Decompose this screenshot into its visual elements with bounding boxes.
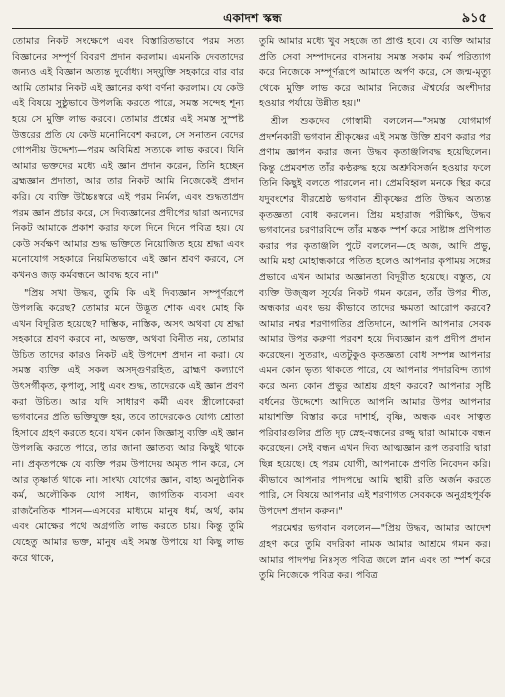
right-column (259, 34, 491, 687)
paragraph: "প্রিয় সখা উদ্ধব, তুমি কি এই দিব্যজ্ঞান সম্পূর্ণরূপে উপলব্ধি করেছ? তোমার মনে উদ্ভূত শোক এবং মোহ কি এখন বিদূরিত হয়েছে? দাম্ভিক, নাস্তিক, অসৎ অথবা যে শ্রদ্ধা সহকারে শ্রবণ করবে না, অভক্ত, অথবা বিনীত নয়, তোমার উচিত তাদের কারও নিকট এই উপদেশ প্রদান না করা। যে সমস্ত ব্যক্তি এই সকল অসদ্‌গুণরহিত, ব্রাহ্মণ কল্যাণে উৎসর্গীকৃত, কৃপালু, সাধু এবং শুদ্ধ, তাদেরকে এই জ্ঞান প্রবণ করা উচিত। আর যদি সাধারণ কর্মী এবং স্ত্রীলোকেরা ভগবানের প্রতি ভক্তিযুক্ত হয়, তবে তাদেরকেও যোগ্য শ্রোতা হিসাবে গ্রহণ করতে হবে। যখন কোন জিজ্ঞাসু ব্যক্তি এই জ্ঞান উপলব্ধি করতে পারে, তার জানা জ্ঞাতব্য আর কিছুই থাকে না। প্রকৃতপক্ষে যে ব্যক্তি পরম উপাদেয় অমৃত পান করে, সে আর তৃষ্ণার্ত থাকে না। সাংখ্য যোগের জ্ঞান, বাহ্য অনুষ্ঠানিক কর্ম, অলৌকিক যোগ সাধন, জাগতিক ব্যবসা এবং রাজনৈতিক শাসন—এসবের মাধ্যমে মানুষ ধর্ম, অর্থ, কাম এবং মোক্ষের পথে অগ্রগতি লাভ করতে চায়। কিন্তু তুমি যেহেতু আমার ভক্ত, মানুষ এই সমস্ত উপায়ে যা কিছু লাভ করে থাকে, (12, 287, 244, 564)
paragraph: শ্রীল শুকদেব গোস্বামী বললেন—"সমস্ত যোগমার্গ প্রদর্শনকারী ভগবান শ্রীকৃষ্ণের এই সমস্ত উক্তি শ্রবণ করার পর প্রণাম জ্ঞাপন করার জন্য উদ্ধব কৃতাঞ্জলিবদ্ধ হয়েছিলেন। কিন্তু প্রেমবশত তাঁর কণ্ঠরুদ্ধ হয়ে অশ্রুবিসর্জন হওয়ার ফলে তিনি কিছুই বলতে পারলেন না। প্রেমবিহ্বল মনকে স্থির করে যদুবংশের বীরশ্রেষ্ঠ ভগবান শ্রীকৃষ্ণের প্রতি উদ্ধব অত্যন্ত কৃতজ্ঞতা বোধ করলেন। প্রিয় মহারাজ পরীক্ষিৎ, উদ্ধব ভগবানের চরণারবিন্দে তাঁর মস্তক স্পর্শ করে সাষ্টাঙ্গ প্রণিপাত করার পর কৃতাঞ্জলি পুটে বললেন—হে অজ, আদি প্রভু, আমি মহা মোহান্ধকারে পতিত হলেও আপনার কৃপাময় সঙ্গের প্রভাবে এখন আমার অজ্ঞানতা বিদূরীত হয়েছে। বস্তুত, যে ব্যক্তি উজ্জ্বল সূর্যের নিকট গমন করেন, তাঁর উপর শীত, অন্ধকার এবং ভয় কীভাবে তাদের ক্ষমতা আরোপ করবে? আমার নশ্বর শরণাগতির প্রতিদানে, আপনি আপনার সেবক আমার উপর করুণা পরবশ হয়ে দিব্যজ্ঞান রূপ প্রদীপ প্রদান করেছেন। সুতরাং, এতটুকুও কৃতজ্ঞতা বোধ সম্পন্ন আপনার এমন কোন ভৃত্য থাকতে পারে, যে আপনার পদারবিন্দ ত্যাগ করে অন্য কোন প্রভুর আশ্রয় গ্রহণ করবে? আপনার সৃষ্টি বর্ধনের উদ্দেশ্যে আদিতে আপনি আমার উপর আপনার মায়াশক্তি বিস্তার করে দাশার্হ, বৃষ্ণি, অন্ধক এবং সাত্বত পরিবারগুলির প্রতি দৃঢ় স্নেহ-বন্ধনের রজ্জু দ্বারা আমাকে বন্ধন করেছেন। সেই বন্ধন এখন দিব্য আত্মজ্ঞান রূপ তরবারি দ্বারা ছিন্ন হয়েছে। হে পরম যোগী, আপনাকে প্রণতি নিবেদন করি। কীভাবে আপনার পাদপদ্মে আমি স্থায়ী রতি অর্জন করতে পারি, সে বিষয়ে আপনার এই শরণাগত সেবককে অনুগ্রহপূর্বক উপদেশ প্রদান করুন।" (259, 115, 491, 517)
header-rule (12, 28, 493, 29)
running-title: একাদশ স্কন্ধ (223, 11, 282, 25)
paragraph: তুমি আমার মধ্যে খুব সহজে তা প্রাপ্ত হবে। যে ব্যক্তি আমার প্রতি সেবা সম্পাদনের বাসনায় সমস্ত সকাম কর্ম পরিত্যাগ করে নিজেকে সম্পূর্ণরূপে আমাতে অর্পণ করে, সে জন্ম-মৃত্যু থেকে মুক্তি লাভ করে আমার নিজের ঐশ্বর্যের অংশীদার হওয়ার পর্যায়ে উন্নীত হয়।" (259, 36, 491, 110)
left-column (12, 34, 244, 687)
paragraph: তোমার নিকট সংক্ষেপে এবং বিস্তারিতভাবে পরম সত্য বিজ্ঞানের সম্পূর্ণ বিবরণ প্রদান করলাম। এমনকি দেবতাদের জন্যও এই বিজ্ঞান অত্যন্ত দুর্বোধ্য। সদ্‌যুক্তি সহকারে বার বার আমি তোমার নিকট এই জ্ঞানের কথা বর্ণনা করলাম। যে কেউ এই বিষয়ে সুষ্ঠুভাবে উপলব্ধি করতে পারে, সমস্ত সন্দেহ শূন্য হয়ে সে মুক্তি লাভ করবে। তোমার প্রশ্নের এই সমস্ত সুস্পষ্ট উত্তরের প্রতি যে কেউ মনোনিবেশ করলে, সে সনাতন বেদের গোপনীয় উদ্দেশ্য—পরম অবিমিশ্র সত্যকে লাভ করবে। যিনি আমার ভক্তদের মধ্যে এই জ্ঞান প্রদান করেন, তিনি হচ্ছেন ব্রহ্মজ্ঞান প্রদাতা, আর তার নিকট আমি নিজেকেই প্রদান করি। যে ব্যক্তি উচ্চৈঃস্বরে এই পরম নির্মল, এবং শুদ্ধতাপ্রদ পরম জ্ঞান প্রচার করে, সে দিব্যজ্ঞানের প্রদীপের দ্বারা অন্যদের নিকট আমাকে প্রকাশ করার ফলে দিনে দিনে পবিত্র হয়। যে কেউ সর্বক্ষণ আমার শুদ্ধ ভক্তিতে নিয়োজিত হয়ে শ্রদ্ধা এবং মনোযোগ সহকারে নিয়মিতভাবে এই জ্ঞান শ্রবণ করবে, সে কখনও জড় কর্মবন্ধনে আবদ্ধ হবে না।" (12, 36, 244, 281)
page-number: ৯১৫ (461, 11, 487, 26)
paragraph: পরমেশ্বর ভগবান বললেন—"প্রিয় উদ্ধব, আমার আদেশ গ্রহণ করে তুমি বদরিকা নামক আমার আশ্রমে গমন কর। আমার পাদপদ্ম নিঃসৃত পবিত্র জলে স্নান এবং তা স্পর্শ করে তুমি নিজেকে পবিত্র কর। পবিত্র (259, 523, 491, 582)
page-header (0, 6, 505, 28)
